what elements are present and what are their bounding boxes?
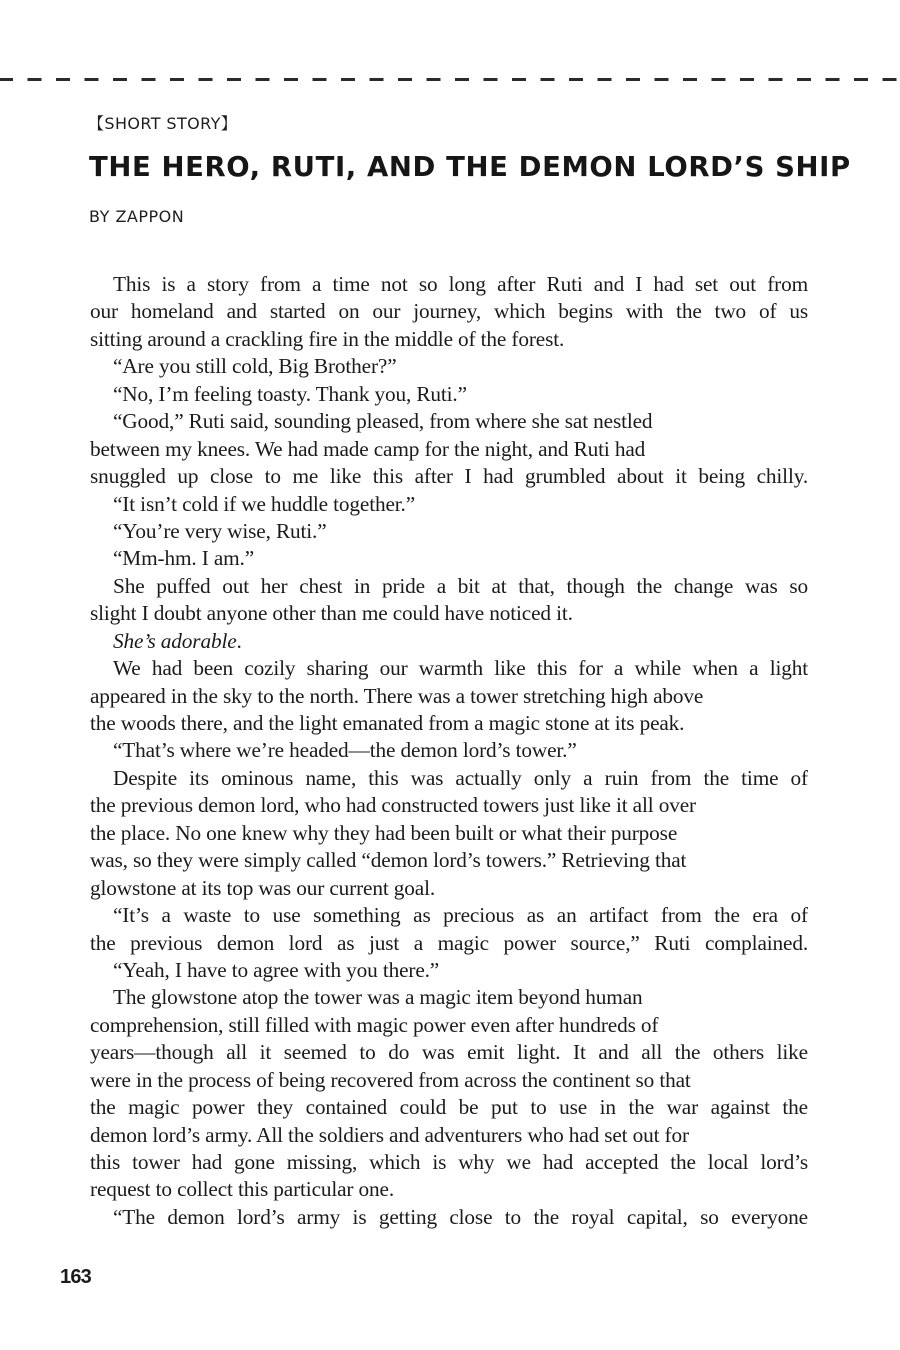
text-line	[90, 491, 808, 518]
text-line	[90, 1067, 808, 1094]
text-line	[90, 628, 808, 655]
text-line-content: Despite its ominous name, this was actually only a ruin from the time of	[113, 765, 808, 790]
text-line-content: request to collect this particular one.	[90, 1177, 395, 1202]
text-line	[90, 930, 808, 957]
story-title: THE HERO, RUTI, AND THE DEMON LORD’S SHIP	[89, 151, 851, 183]
dashed-divider	[0, 78, 900, 81]
text-line	[90, 655, 808, 682]
text-line	[90, 600, 808, 627]
text-line	[90, 298, 808, 325]
text-line	[90, 737, 808, 764]
text-line-content: demon lord’s army. All the soldiers and adventurers who had set out for	[90, 1122, 689, 1147]
text-line	[90, 957, 808, 984]
text-line-content: the previous demon lord, who had constructed towers just like it all over	[90, 793, 696, 818]
text-line-content: our homeland and started on our journey, which begins with the two of us	[90, 299, 808, 324]
text-line	[90, 1039, 808, 1066]
text-line	[90, 792, 808, 819]
text-line-content: the magic power they contained could be put to use in the war against the	[90, 1095, 808, 1120]
text-line	[90, 902, 808, 929]
text-line	[90, 573, 808, 600]
text-line	[90, 847, 808, 874]
text-line-content: years—though all it seemed to do was emit light. It and all the others like	[90, 1040, 808, 1065]
text-line-content: “You’re very wise, Ruti.”	[113, 518, 327, 543]
story-body	[90, 271, 808, 1231]
text-line-content: the woods there, and the light emanated from a magic stone at its peak.	[90, 711, 685, 735]
text-line	[90, 1094, 808, 1121]
text-line	[90, 436, 808, 463]
text-line	[90, 1012, 808, 1039]
text-line	[90, 463, 808, 490]
text-line-content: “It’s a waste to use something as precious as an artifact from the era of	[113, 903, 808, 928]
text-line-content: were in the process of being recovered from across the continent so that	[90, 1067, 691, 1092]
text-line	[90, 381, 808, 408]
text-line	[90, 353, 808, 380]
text-line-content: “Good,” Ruti said, sounding pleased, from where she sat nestled	[113, 409, 653, 434]
text-line	[90, 408, 808, 435]
text-line-content: this tower had gone missing, which is why we had accepted the local lord’s	[90, 1150, 808, 1174]
text-line	[90, 765, 808, 792]
text-line-content: the place. No one knew why they had been built or what their purpose	[90, 820, 678, 845]
text-line-content: We had been cozily sharing our warmth like this for a while when a light	[113, 656, 808, 681]
text-line-suffix: .	[236, 628, 242, 653]
text-line	[90, 271, 808, 298]
text-line-content: snuggled up close to me like this after I had grumbled about it being chilly.	[90, 464, 808, 489]
text-line-content: was, so they were simply called “demon lord’s towers.” Retrieving that	[90, 848, 687, 873]
text-line	[90, 1176, 808, 1203]
text-line-content: sitting around a crackling fire in the middle of the forest.	[90, 326, 565, 351]
text-line	[90, 326, 808, 353]
text-line	[90, 984, 808, 1011]
text-line	[90, 875, 808, 902]
text-line-content: “It isn’t cold if we huddle together.”	[113, 491, 416, 516]
text-line-content: The glowstone atop the tower was a magic item beyond human	[113, 985, 643, 1010]
author-byline: BY ZAPPON	[89, 207, 185, 226]
text-line-content: This is a story from a time not so long after Ruti and I had set out from	[113, 272, 808, 296]
text-line-content: “Yeah, I have to agree with you there.”	[113, 957, 440, 982]
page-number: 163	[60, 1266, 91, 1288]
text-line-content: glowstone at its top was our current goal.	[90, 875, 436, 900]
text-line	[90, 1122, 808, 1149]
text-line	[90, 545, 808, 572]
text-line-content: “The demon lord’s army is getting close to the royal capital, so everyone	[113, 1204, 808, 1229]
text-line	[90, 683, 808, 710]
text-line-content: “Are you still cold, Big Brother?”	[113, 354, 397, 379]
text-line-content: She’s adorable	[113, 628, 237, 653]
text-line	[90, 820, 808, 847]
text-line-content: She puffed out her chest in pride a bit at that, though the change was so	[113, 573, 808, 598]
text-line-content: “That’s where we’re headed—the demon lord’s tower.”	[113, 738, 577, 763]
text-line	[90, 518, 808, 545]
text-line	[90, 1204, 808, 1231]
text-line-content: “No, I’m feeling toasty. Thank you, Ruti.”	[113, 381, 467, 406]
text-line-content: “Mm-hm. I am.”	[113, 546, 255, 571]
text-line-content: appeared in the sky to the north. There was a tower stretching high above	[90, 683, 704, 708]
text-line-content: slight I doubt anyone other than me could have noticed it.	[90, 601, 573, 626]
text-line	[90, 710, 808, 737]
text-line-content: comprehension, still filled with magic power even after hundreds of	[90, 1012, 659, 1037]
text-line-content: between my knees. We had made camp for the night, and Ruti had	[90, 436, 646, 461]
text-line	[90, 1149, 808, 1176]
text-line-content: the previous demon lord as just a magic power source,” Ruti complained.	[90, 930, 808, 955]
section-label: 【SHORT STORY】	[88, 114, 238, 133]
